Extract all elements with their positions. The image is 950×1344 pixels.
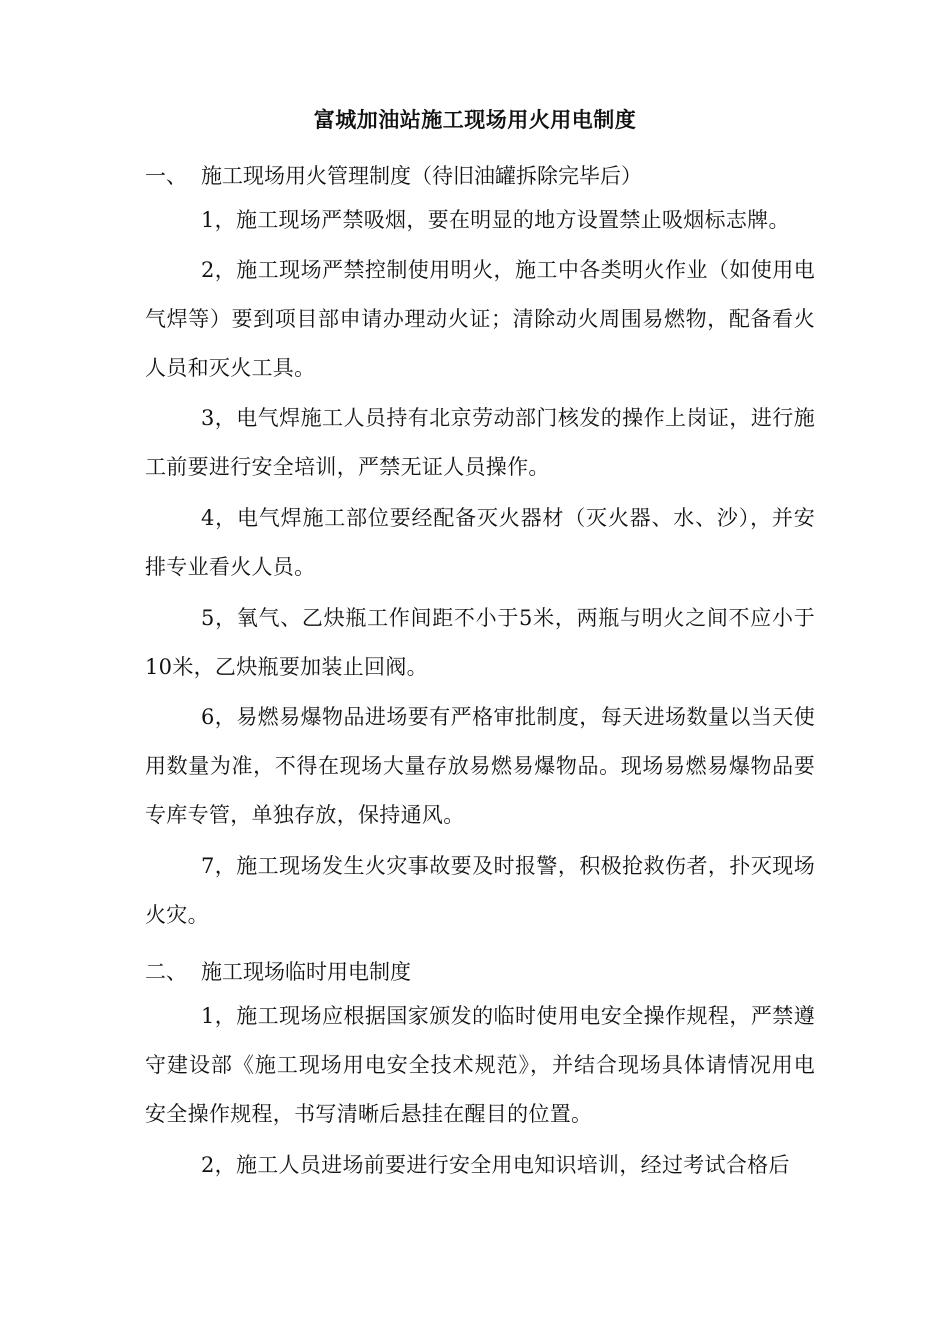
section-title: 施工现场用火管理制度（待旧油罐拆除完毕后） [201,164,642,188]
electric-rule-1: 1，施工现场应根据国家颁发的临时使用电安全操作规程，严禁遵守建设部《施工现场用电安全技术规范》，并结合现场具体请情况用电安全操作规程，书写清晰后悬挂在醒目的位置。 [145,1004,815,1126]
section-number: 一、 [145,164,187,188]
document-title: 富城加油站施工现场用火用电制度 [313,107,637,132]
fire-rule-6: 6，易燃易爆物品进场要有严格审批制度，每天进场数量以当天使用数量为准，不得在现场大量存放易燃易爆物品。现场易燃易爆物品要专库专管，单独存放，保持通风。 [145,705,815,827]
section-heading-electric [145,956,411,986]
fire-rule-1: 1，施工现场严禁吸烟，要在明显的地方设置禁止吸烟标志牌。 [201,208,790,232]
electric-rule-2: 2，施工人员进场前要进行安全用电知识培训，经过考试合格后 [201,1153,790,1177]
fire-rule-5: 5，氧气、乙炔瓶工作间距不小于5米，两瓶与明火之间不应小于10米，乙炔瓶要加装止回阀。 [145,606,815,679]
section-number: 二、 [145,960,187,984]
section-title: 施工现场临时用电制度 [201,960,411,984]
section-heading-fire [145,160,642,190]
fire-rule-3: 3，电气焊施工人员持有北京劳动部门核发的操作上岗证，进行施工前要进行安全培训，严禁无证人员操作。 [145,406,815,479]
fire-rule-2: 2，施工现场严禁控制使用明火，施工中各类明火作业（如使用电气焊等）要到项目部申请办理动火证；清除动火周围易燃物，配备看火人员和灭火工具。 [145,258,815,380]
fire-rule-4: 4，电气焊施工部位要经配备灭火器材（灭火器、水、沙），并安排专业看火人员。 [145,506,815,579]
fire-rule-7: 7，施工现场发生火灾事故要及时报警，积极抢救伤者，扑灭现场火灾。 [145,854,815,927]
